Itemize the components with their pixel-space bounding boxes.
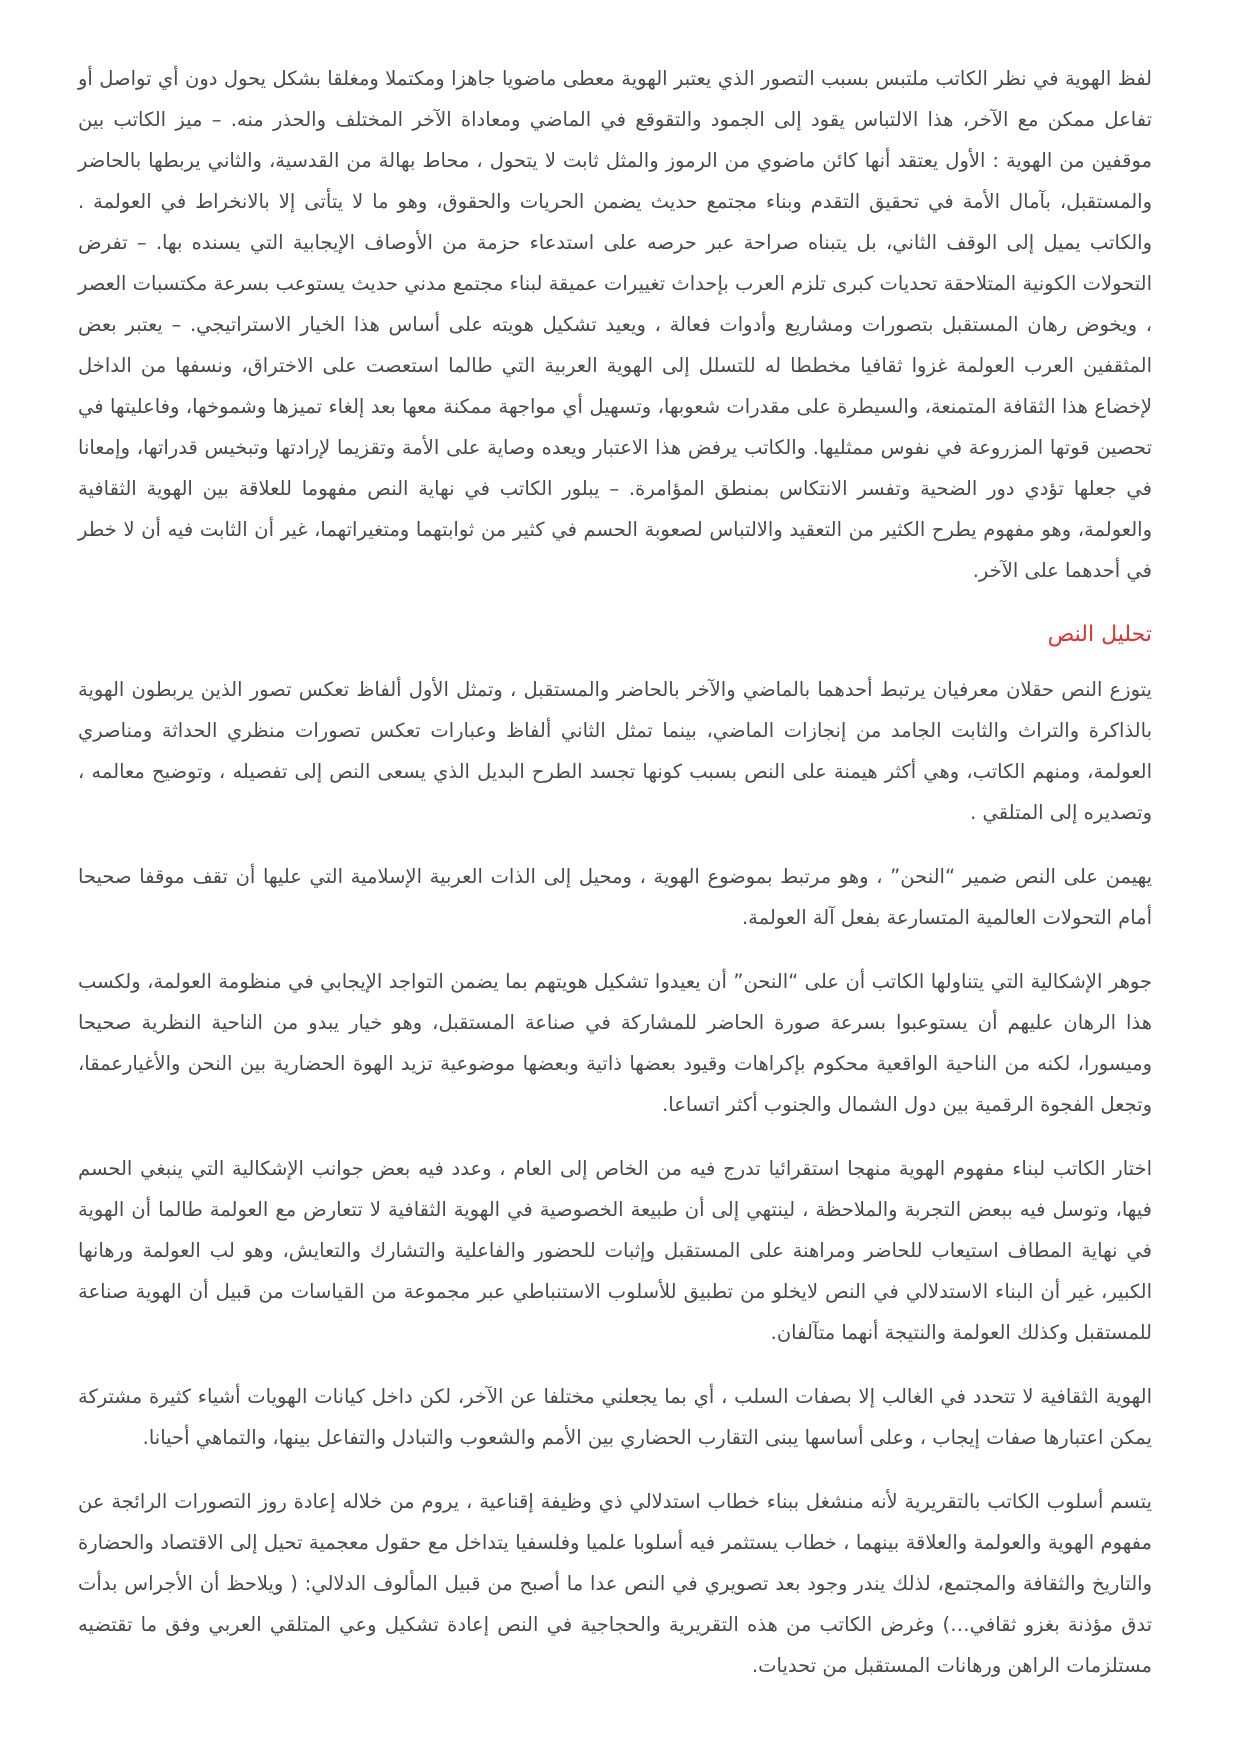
analysis-paragraph: يتوزع النص حقلان معرفيان يرتبط أحدهما بالماضي والآخر بالحاضر والمستقبل ، وتمثل الأول ألفاظ تعكس تصور الذين يربطون الهوية بالذاكرة والتراث والثابت الجامد من إنجازات الماضي، بينما تمثل الثاني ألفاظ وعبارات تعكس تصورات منظري الحداثة ومناصري العولمة، ومنهم الكاتب، وهي أكثر هيمنة على النص بسبب كونها تجسد الطرح البديل الذي يسعى النص إلى تفصيله ، وتوضيح معالمه ، وتصديره إلى المتلقي . bbox=[78, 678, 1152, 824]
analysis-paragraph: يتسم أسلوب الكاتب بالتقريرية لأنه منشغل ببناء خطاب استدلالي ذي وظيفة إقناعية ، يروم من خلاله إعادة روز التصورات الرائجة عن مفهوم الهوية والعولمة والعلاقة بينهما ، خطاب يستثمر فيه أسلوبا علميا وفلسفيا يتداخل مع حقول معجمية تحيل إلى الاقتصاد والحضارة والتاريخ والثقافة والمجتمع، لذلك يندر وجود بعد تصويري في النص عدا ما أصبح من قبيل المألوف الدلالي: ( ويلاحظ أن الأجراس بدأت تدق مؤذنة بغزو ثقافي…) وغرض الكاتب من هذه التقريرية والحجاجية في النص إعادة تشكيل وعي المتلقي العربي وفق ما تقتضيه مستلزمات الراهن ورهانات المستقبل من تحديات. bbox=[78, 1490, 1152, 1677]
section-heading: تحليل النص bbox=[1047, 622, 1152, 647]
analysis-paragraph: يهيمن على النص ضمير “النحن” ، وهو مرتبط بموضوع الهوية ، ومحيل إلى الذات العربية الإسلامية التي عليها أن تقف موقفا صحيحا أمام التحولات العالمية المتسارعة بفعل آلة العولمة. bbox=[78, 865, 1152, 929]
intro-paragraph: لفظ الهوية في نظر الكاتب ملتبس بسبب التصور الذي يعتبر الهوية معطى ماضويا جاهزا ومكتملا ومغلقا بشكل يحول دون أي تواصل أو تفاعل ممكن مع الآخر، هذا الالتباس يقود إلى الجمود والتقوقع في الماضي ومعاداة الآخر المختلف والحذر منه. – ميز الكاتب بين موقفين من الهوية : الأول يعتقد أنها كائن ماضوي من الرموز والمثل ثابت لا يتحول ، محاط بهالة من القدسية، والثاني يربطها بالحاضر والمستقبل، بآمال الأمة في تحقيق التقدم وبناء مجتمع حديث يضمن الحريات والحقوق، وهو ما لا يتأتى إلا بالانخراط في العولمة . والكاتب يميل إلى الوقف الثاني، بل يتبناه صراحة عبر حرصه على استدعاء حزمة من الأوصاف الإيجابية التي يسنده بها. – تفرض التحولات الكونية المتلاحقة تحديات كبرى تلزم العرب بإحداث تغييرات عميقة لبناء مجتمع مدني حديث يستوعب بسرعة مكتسبات العصر ، ويخوض رهان المستقبل بتصورات ومشاريع وأدوات فعالة ، ويعيد تشكيل هويته على أساس هذا الخيار الاستراتيجي. – يعتبر بعض المثقفين العرب العولمة غزوا ثقافيا مخططا له للتسلل إلى الهوية العربية التي طالما استعصت على الاختراق، ونسفها من الداخل لإخضاع هذا الثقافة المتمنعة، والسيطرة على مقدرات شعوبها، وتسهيل أي مواجهة ممكنة معها بعد إلغاء تميزها وشموخها، وفاعليتها في تحصين قوتها المزروعة في نفوس ممثليها. والكاتب يرفض هذا الاعتبار ويعده وصاية على الأمة وتقزيما لإرادتها وتبخيس قدراتها، وإمعانا في جعلها تؤدي دور الضحية وتفسر الانتكاس بمنطق المؤامرة. – يبلور الكاتب في نهاية النص مفهوما للعلاقة بين الهوية الثقافية والعولمة، وهو مفهوم يطرح الكثير من التعقيد والالتباس لصعوبة الحسم في كثير من ثوابتهما ومتغيراتهما، غير أن الثابت فيه أن لا خطر في أحدهما على الآخر. bbox=[78, 67, 1152, 582]
analysis-paragraph: اختار الكاتب لبناء مفهوم الهوية منهجا استقرائيا تدرج فيه من الخاص إلى العام ، وعدد فيه بعض جوانب الإشكالية التي ينبغي الحسم فيها، وتوسل فيه ببعض التجربة والملاحظة ، لينتهي إلى أن طبيعة الخصوصية في الهوية الثقافية لا تتعارض مع العولمة طالما أن الهوية في نهاية المطاف استيعاب للحاضر ومراهنة على المستقبل وإثبات للحضور والفاعلية والتشارك والتعايش، وهو لب العولمة ورهانها الكبير، غير أن البناء الاستدلالي في النص لايخلو من تطبيق للأسلوب الاستنباطي عبر مجموعة من القياسات من قبيل أن الهوية صناعة للمستقبل وكذلك العولمة والنتيجة أنهما متآلفان. bbox=[78, 1157, 1152, 1344]
analysis-paragraph: الهوية الثقافية لا تتحدد في الغالب إلا بصفات السلب ، أي بما يجعلني مختلفا عن الآخر، لكن داخل كيانات الهويات أشياء كثيرة مشتركة يمكن اعتبارها صفات إيجاب ، وعلى أساسها يبنى التقارب الحضاري بين الأمم والشعوب والتبادل والتفاعل بينها، والتماهي أحيانا. bbox=[78, 1385, 1152, 1449]
analysis-paragraph: جوهر الإشكالية التي يتناولها الكاتب أن على “النحن” أن يعيدوا تشكيل هويتهم بما يضمن التواجد الإيجابي في منظومة العولمة، ولكسب هذا الرهان عليهم أن يستوعبوا بسرعة صورة الحاضر للمشاركة في صناعة المستقبل، وهو خيار يبدو من الناحية النظرية صحيحا وميسورا، لكنه من الناحية الواقعية محكوم بإكراهات وقيود بعضها ذاتية وبعضها موضوعية تزيد الهوة الحضارية بين النحن والأغيارعمقا، وتجعل الفجوة الرقمية بين دول الشمال والجنوب أكثر اتساعا. bbox=[78, 970, 1152, 1116]
analysis-section bbox=[78, 669, 1152, 1686]
